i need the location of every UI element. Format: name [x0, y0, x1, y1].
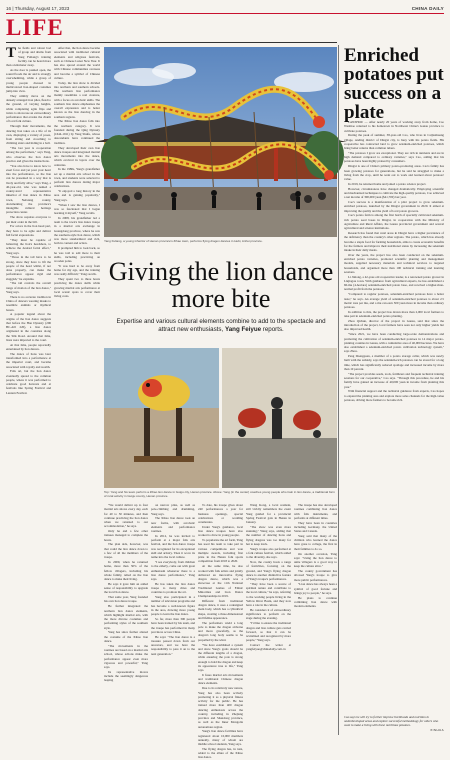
paragraph: The Xihao lion dance falls into the northern category. It was founded during the Qing Dynasty (1644-1911) by Yang Shufu, whose descendants have continued the tradition. — [54, 119, 100, 145]
paragraph: On another occasion, Yang says: "Using the lion dance to unite villagers is a good way to keep the culture alive." — [294, 551, 337, 569]
paragraph: Yang has since further altered the costume of the Xihao lion dance. — [104, 630, 148, 643]
paragraph: Now, the county hosts a range of festivities, focusing on the ground, and Yang's flying dragon dance is another distinctive feature of Yang's troupe's performances. — [246, 560, 291, 582]
photo-caption: Yang Fuliang, a young inheritor of Henan province's Zihao town, performs flying dragon dances in Hebi, Anhui province. — [104, 239, 263, 243]
paragraph: Over the years, the project has also been conducted on the selenium-enriched potato varieties, promoted scientific planting and management models, supplied necessary materials and technical services to targeted households, and organized more than 100 technical training and learning sessions. — [344, 252, 444, 274]
side-headline: Enriched potatoes put success on a plate — [344, 45, 444, 123]
paragraph: In 2012, he was invited to perform at a major folk arts festival, and the lion dance troupe was recognized for its exceptional skill and artistry. Then it wove its name into the local culture. — [151, 533, 195, 560]
paragraph: "You also have to know how to exert force and yet pour your heart into the performance, so the lion can be presented in a way that is lively and fully alive," says Yang, a 40-year-old, who was named a county-level representative inheritor of lion dance in Xihao town, Neixiang county, documenting the province's intangible cultural heritage protection center. — [6, 163, 51, 215]
deck-author: Yang Feiyue — [224, 325, 262, 333]
article-column-1 — [6, 46, 51, 736]
paragraph: "It was hard to be away from home for my age, and the training was really difficult," Yang recalls. — [54, 263, 100, 277]
paragraph: "Compared to regular potatoes, selenium-enriched potatoes have a better taste," he says. An average yield of selenium-enriched potatoes is about 2.5 metric tons per mu, and a mu can earn 500 yuan more in income than ordinary potatoes. — [344, 292, 444, 310]
paragraph: "They have been a source of spiritual nature and contribute to the local culture," he says, referring to the working people living in the Yellow River Basin, and they now have a role in the culture. — [246, 581, 291, 608]
paragraph: he fields and robust bod of group and drums from Yang Fuliang's training facility can be heard more than a kilometer away. — [6, 46, 51, 67]
paragraph: For actors in the lion head part, they have to be agile and deliver full facial expressions. — [6, 224, 51, 237]
article-column-3 — [104, 503, 148, 735]
paragraph: The county government has allowed Yang's troupe to give more public performances. — [294, 569, 337, 582]
paragraph: Zhou Qichun, director of the project in Gansu, said that since the introduction of the project, local farmers have seen not only higher yields but also improved health. — [344, 318, 444, 332]
paragraph: Yang said that many of the children who learned the dance have gone to college, the first in their families to do so. — [294, 533, 337, 551]
paragraph: Under Yang's guidance, local lion dance troupes have also worked to draw in young people. — [198, 524, 243, 538]
paragraph: "The movements in the routines are based on a martial arts school, whose actions make the performance appear even more vigorous and powerful," Yang says. — [104, 643, 148, 669]
paragraph: As the door is pushed open, the sound floods the air and is strongly overwhelming, while a group of young people dressed in multicolored lion-shaped costumes jump into view. — [6, 67, 51, 94]
column-divider — [338, 45, 339, 735]
paragraph: Today, the lion show is divided into northern and southern schools. The northern lion performance mainly resembles a real creature, with a focus on acrobatic skills. The southern lion dance emphasizes the overall expression and is better known as the lion dancing in the southern regions. — [54, 80, 100, 119]
paragraph: "The show was even more stunning," Wang says, adding that the number of dancing lions and flying dragons was too many for her to keep track. — [246, 524, 291, 546]
paragraph: In addition to this, the project has drawn more than 2,000 local farmers to take part in selenium-enriched potato planting. — [344, 309, 444, 319]
paragraph: There is no accurate tradition in China of dancers wearing masks to resemble animals or mythical beasts. — [6, 294, 51, 312]
paragraph: They have been in countries including Germany, the United States and Canada. — [294, 520, 337, 534]
paragraph: "Since 2021, we have been conducting large-scale demonstrations and promoting the cultivation of selenium-enriched potatoes in 14 major potato-planting counties in Gansu, with a cumulative area of 40,000 hectares. We have also established a selenium-enriched potato cultivation technology system," says Zhou. — [344, 332, 444, 354]
paragraph: Research has found that rural areas in Dingxi have a higher prevalence of the deficiency than the country's other regions. The potato, which has already become a staple food for farming households, aims to create economic benefits for the farmers and improve their nutritional status by increasing the selenium intake in their daily meals. — [344, 231, 444, 252]
paragraph: He says it gave him an added sense of responsibility to upgrade the local lion dance. — [104, 581, 148, 595]
paragraph: "The potatoes I grow are exceptional. They are rich in nutrients and are in high demand compared to ordinary varieties," says Cao, adding that his potatoes have been highly praised by consumers. — [344, 150, 444, 164]
paragraph: Through their movements, the dancing lion takes on a life of its own, displaying a variety of poses, from sitting and crouching to climbing stairs and hiding in a ball. — [6, 124, 51, 146]
paragraph: Dingxi is one of China's primary potato-producing areas. Cao's family has been growing potatoes for generations, but he said he struggled to make a living from the crop, until he went out to work and learned about potatoes' value. — [344, 164, 444, 182]
side-footer-text: Cao says he will try to further improve livelihoods and nutrition in underdeveloped areas and explore successful methodology for others who want to make a living with these nutritious potatoes. — [344, 715, 439, 728]
paragraph: The dance of lions was later transformed into a performance at the imperial court, and became associated with royalty and wealth. — [6, 351, 51, 369]
paragraph: So far, more than 300 people have been trained by his team, and the troupe has performed in many provinces across China. — [151, 617, 195, 634]
article-column-7 — [294, 503, 337, 735]
lion-dance-photo — [104, 47, 337, 237]
paragraph: Contact the writer at yangfeiyue@chinadaily.com.cn — [246, 643, 291, 652]
paragraph: In 2019, he returned home and joined a potato science project. — [348, 181, 427, 186]
paragraph: It fuses martial arts movements and traditional Chinese dragon dance elements. — [198, 672, 243, 686]
headline: Giving the lion dance more bite — [108, 257, 334, 313]
page-number-date: 16 | Thursday, August 17, 2023 — [6, 5, 70, 11]
paragraph: They nimbly move on the densely arranged iron piles, flead to the ground, of varying heights, while completing agile flips and twists to showcase an extraordinary performance that evades the charm of local folk culture. — [6, 93, 51, 124]
paragraph: The troupe has also developed routines combining lion dance with folk instruments, and performs at different times. — [294, 503, 337, 520]
section-title: LIFE — [6, 15, 64, 40]
paragraph: Cao's potato farm is among the first batch of specially cultivated selenium-rich potato seed bases in Dingxi, in cooperation with the Ministry of Agriculture and Rural Affairs, the Gansu provincial government and several agricultural and science institutions. — [344, 213, 444, 231]
side-article-footer — [344, 715, 444, 732]
paragraph: During the peak of summer, 38-year-old Cao, who lives in Caijiazhuang village, Anding district of Dingxi city, is busy with his potato fields. His cooperative has contracted land to grow selenium-enriched potatoes, which bring better returns than common tubers. — [344, 133, 444, 151]
deck-text: Expertise and various cultural elements combine to add to the spectacle and attract new enthusiasts, — [116, 318, 326, 333]
side-byline: XINHUA — [430, 727, 444, 732]
paragraph: "I'd like to ensure the traditional dragon and lion culture gets carried forward, so that it can be revitalized and recognized by more people," Yang says. — [246, 621, 291, 643]
paragraph: "We would deliver up to four martial arts shows every day, each for 40 to 50 minutes, and then continue practicing the lion dance when we returned to our accommodation," he says. — [104, 503, 148, 529]
article-column-5 — [198, 503, 244, 760]
paragraph: "Lion dance has always been a symbol of good fortune and brings joy to people," he says. — [294, 582, 337, 595]
drop-cap: T — [6, 45, 17, 61]
paragraph: He has taken the lion dance troupe to many cities and countries to promote the art. — [151, 581, 195, 595]
page-header — [6, 3, 444, 13]
paragraph: It prompted him to look back, so he was told to add more to their skills, including practicing on wooden poles. — [54, 246, 100, 263]
paragraph: "The tail controls the overall range of motion of the lion dance," Yang says. — [6, 281, 51, 294]
paragraph: Li Jinlong, a 42-year-old cooperative leader, is a renowned potato grower in Liujiagou town. With guidance from agricultural experts, he has established a 60-mu (4-hectare) selenium-enriched potato base, and received a higher-than-normal profit from the potatoes. — [344, 274, 444, 292]
paragraph: "Those in the tail have to be strong, since they have to lift the people of the head whilst, if not done properly, can make the performance appear rigid and sluggish," he explains. — [6, 255, 51, 281]
paragraph: They developed their own lion dance troupes and integrated martial arts movements into the dance, which evolved in layers over the centuries. — [54, 145, 100, 167]
paragraph: Wang Kong, a local resident, still vividly remembers the event Yang guided for a provincial Spring Festival gala in Henan in January. — [246, 503, 291, 524]
paragraph: The show requires everyone to put their order in the bill. — [6, 215, 51, 224]
deck — [110, 318, 332, 334]
paragraph: Cao's success is a manifestation of a pilot project to grow selenium-enriched potatoes, launched by the Dingxi government in 2020. It aimed at improving the quality and the yield of local potato growers. — [344, 200, 444, 213]
article-column-2 — [54, 46, 100, 736]
thumb-caption: Top: Yang and his team perform a Zihao lion dance in Guigu city, Henan province. Above: Yang (in the center) coaches young people who train in lion dance, a traditional form of rural activity in Guigu county, Henan province. — [104, 490, 335, 498]
paragraph: "We have established a system and since Yang's goals should be the different lengths of a dragon, while ensuring the pole is strong enough to hold the dragon and keep its appearance true to life," Yang says. — [198, 642, 244, 673]
paragraph: Yang also participated in a number of television programs and has become a well-known figure in the area, drawing more young people to learn the lion dance. — [151, 595, 195, 617]
paragraph: The flying dragon has, in turn, added to the allure of the Xihao lion dance. — [198, 746, 243, 760]
paragraph: In the 1980s, Yang's grandfather set up a martial arts school in the town, and students were selected to perform lion dances during major celebrations. — [54, 167, 100, 189]
paragraph: To popularize the art form, Yang has used his team to take part in various competitions and won multiple awards, including first prize in the Henan folk sports competition from 2018 to 2020. — [198, 538, 243, 564]
paragraph: LANZHOU — After nearly 20 years of working away from home, Cao Wenbiao returned to his hometown in Northwest China's Gansu province to cultivate potatoes. — [344, 120, 444, 133]
paragraph: At the same time, he also worked with folk artists and jointly delivered an innovative flying dragon dance, which was a showcase at the 11th National Traditional Games of Ethnic Minorities and Lion Dance Championships in 2019. — [198, 564, 243, 599]
paragraph: In 2008, his grandfather led a team to the town's lion dance troupe in a martial arts exchange in Guangdong province, where he saw the southern-style lion dance, which was more standardized and rich, both in content and action. — [54, 215, 100, 246]
paragraph: However, circumstances have changed dramatically. Employing scientific and mechanized techniques to cultivate the high-quality potatoes, Cao achieved a net income of 300,000 yuan ($41,700) last year. — [344, 186, 444, 200]
paragraph: At that time, people reportedly entertained by lion dances. — [6, 342, 51, 351]
paragraph: Yang's lion dance facilities have registered about 10,000 members annually, many of whom are middle school students, Yang says. — [198, 729, 243, 747]
paragraph: To date, his troupe gives about 240 performances a year for business openings, special celebrations or wedding ceremonies. — [198, 503, 243, 524]
paragraph: "When I saw the lion dances, I was so fascinated that I began learning it myself," Yang recalls. — [54, 202, 100, 216]
article-column-6 — [246, 503, 291, 735]
paragraph: "They must be capable of balancing the lion's headshots, to achieve the desired facial effect," Yang says. — [6, 237, 51, 255]
paragraph: In 2009, when he returned home, more than 30% of the fellow villagers, including his whole family, relied on the lion dance to make their living. — [104, 560, 148, 582]
paragraph: "It enjoyed a long history in the area and is gaining popularity," Yang says. — [54, 189, 100, 202]
paragraph: Yang's troupe also performed at a folk culture festival, which added to the diversity, she says. — [246, 546, 291, 560]
paragraph: Different from traditional dragon dance, it uses a redesigned main body, which has a cylindrical shape, creating a three-dimensional and lifelike appearance. — [198, 598, 243, 620]
paragraph: The performers wield a long pole to make the dragon airborne and move gracefully, as the dragon's long body seems to be propelled by the wind. — [198, 620, 243, 642]
paragraph: "I see everybody, from children to the elderly, come out with great enthusiasm whenever there is a lion dance performance," Yang says. — [151, 560, 195, 582]
paragraph: "The project provides seeds, tools, fertilizers and frequent technical training sessions for our cooperative," Cao says. "Through this procedure, he and his family have gained an increase of 40,000 yuan in income from planting this year." — [344, 371, 444, 389]
paragraph: Its representative moves include the seemingly dangerous leaping — [104, 669, 148, 683]
paragraph: He says: "The lion dance is a treasure passed down from our ancestors, and we have the responsibility to pass it on to the next generation." — [151, 634, 195, 656]
paragraph: Only he and a few other trainees managed to complete the hours. — [104, 529, 148, 542]
thumb-photo-top — [104, 348, 219, 488]
paragraph: After that, the lion dance became associated with traditional cultural elements and religious festivals, such as Chinese Lunar New Year. It has also spread around the world with Chinese communities overseas and become a symbol of Chinese culture. — [54, 46, 100, 80]
paragraph: That same year, Yang founded his own lion dance troupe. — [104, 595, 148, 604]
paragraph: Folk art, but the lion dance eventually spread to the common people, where it was performed to celebrate good harvests and at festivals like Spring Festival and Lantern Festival. — [6, 369, 51, 395]
paragraph: He further integrated the northern lion dance elements, which highlight martial arts, with the more diverse costumes and performing styles of the southern style. — [104, 604, 148, 630]
article-column-4 — [151, 503, 195, 735]
masthead: CHINA DAILY — [411, 5, 444, 11]
section-rule — [6, 42, 337, 43]
deck-suffix: reports. — [262, 325, 284, 333]
paragraph: A popular legend about the origins of the lion dance suggests that before the Han Dynasty (206 BC-AD 220), a lion dance originated in the countries along the Silk Road. Around that time, lions were imported to the court. — [6, 312, 51, 342]
paragraph: The plan aids, however, was that could the lion dance down to a few of all the members of the troupe. — [104, 542, 148, 560]
header-rule — [6, 13, 444, 14]
paragraph: He considers it of extraordinary significance to perform on the stage during the evening. — [246, 607, 291, 621]
paragraph: With financial support and the technical guidance from experts, Cao hopes to expand the planting area and explore more sales channels for the high-value potatoes, driving more farmers to become rich. — [344, 389, 444, 402]
thumb-photo-above — [222, 348, 337, 488]
side-article-body — [344, 120, 444, 712]
paragraph: Peng Zhengquan, a member of a potato storage cellar, which was newly built with the subsidy, says the selenium-rich potatoes can be stored for a long time, which has significantly reduced spoilage and increased income by more than 10 percent. — [344, 354, 444, 371]
paragraph: He plans to continue combining lion dance with modern elements. — [294, 595, 337, 609]
paragraph: They spent two to three hours practicing the dance skills while growing martial arts performance at local scenic spots to cover their living costs. — [54, 277, 100, 299]
paragraph: "The last year is cooperation among the performers," says Yang, who observes the lion dance practice and gives the instructions. — [6, 146, 51, 163]
paragraph: Due to its relatively new nature, Yang has also been actively promoting it as a physical fitness activity for the public. He has trained more than 400 dragon dancing enthusiasts across the country, including in Zhejiang province and Shandong province, as well as the Inner Mongolia autonomous region. — [198, 686, 243, 729]
paragraph: on narrow piles, as well as pole-climbing and drumming, Yang says. — [151, 503, 195, 516]
paragraph: The Xihao lion dance took on new forms, with acrobatic elements and performance routines. — [151, 516, 195, 534]
